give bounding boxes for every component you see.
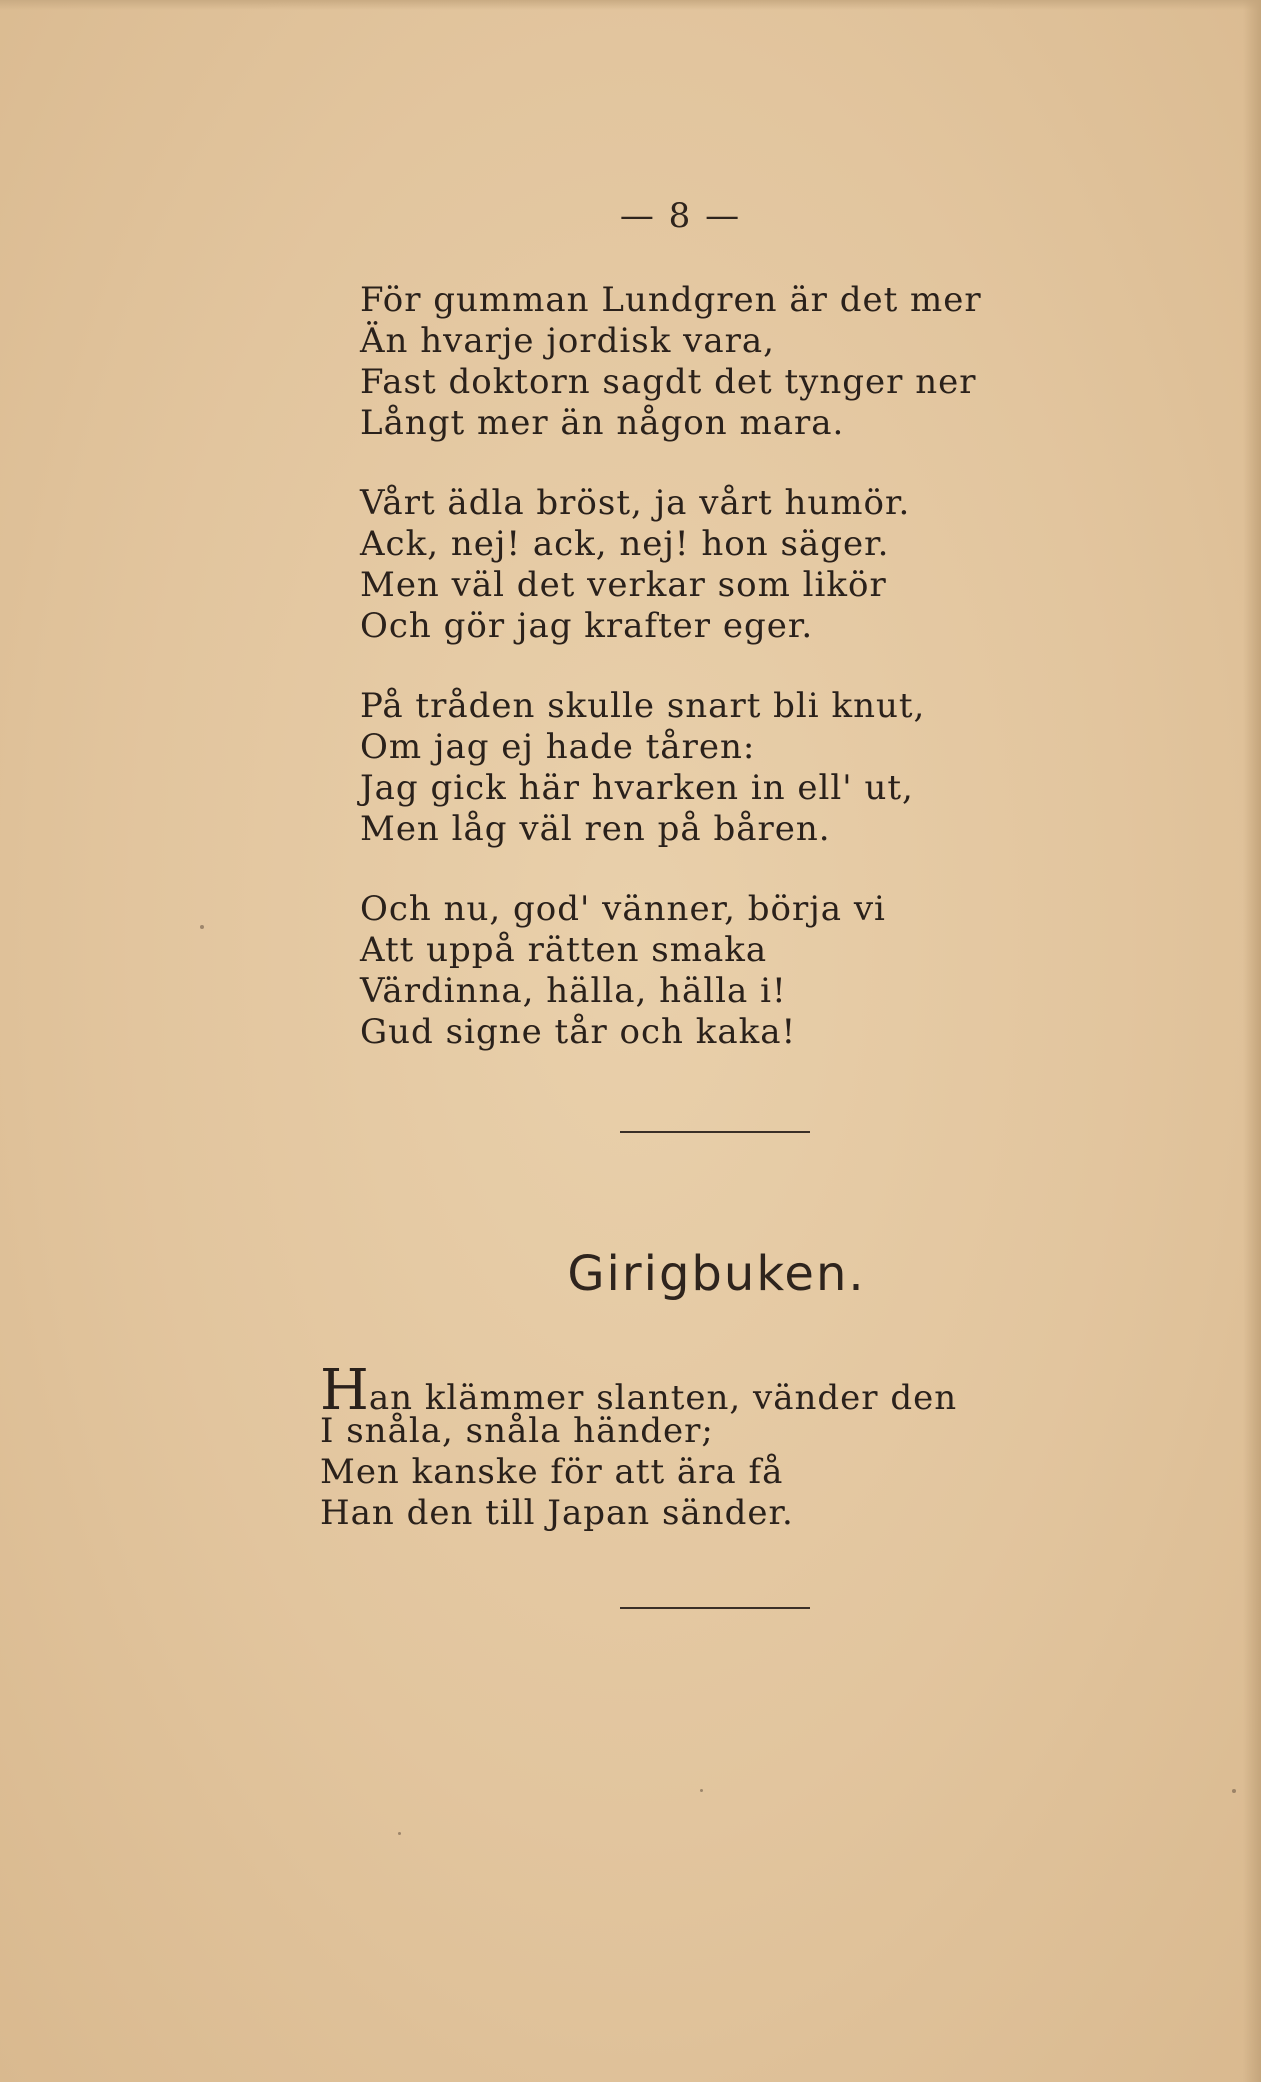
verse-line: Och nu, god' vänner, börja vi [360,889,886,929]
verse-line: Men låg väl ren på båren. [360,809,831,849]
verse-line: Än hvarje jordisk vara, [360,321,775,361]
verse-line: Men väl det verkar som likör [360,565,887,605]
page-number: — 8 — [619,196,742,236]
stanza-2 [360,483,1080,647]
verse-line: Värdinna, hälla, hälla i! [360,971,787,1011]
paper-speck [1232,1789,1236,1793]
verse-line: Vårt ädla bröst, ja vårt humör. [360,483,911,523]
end-divider [620,1607,810,1609]
verse-line: På tråden skulle snart bli knut, [360,686,926,726]
stanza-4 [360,889,1080,1053]
paper-speck [700,1789,703,1792]
page-top-edge [0,0,1261,10]
verse-line: Fast doktorn sagdt det tynger ner [360,362,977,402]
verse-line: Han den till Japan sänder. [320,1493,794,1533]
stanza-3 [360,686,1080,850]
verse-line: Gud signe tår och kaka! [360,1012,797,1052]
poem-girigbuken [320,1358,1080,1534]
verse-line: För gumman Lundgren är det mer [360,280,982,320]
section-divider [620,1131,810,1133]
page-right-edge [1243,0,1261,2082]
verse-line: Ack, nej! ack, nej! hon säger. [360,524,890,564]
verse-line: Långt mer än någon mara. [360,403,845,443]
verse-line: I snåla, snåla händer; [320,1411,714,1451]
paper-speck [398,1832,401,1835]
drop-cap: H [320,1358,369,1423]
paper-speck [200,925,204,929]
verse-line: Jag gick här hvarken in ell' ut, [360,768,914,808]
stanza-1 [360,280,1080,444]
first-line-text: an klämmer slanten, vänder den [368,1378,958,1418]
verse-line: Om jag ej hade tåren: [360,727,756,767]
verse-line: Och gör jag krafter eger. [360,606,814,646]
verse-line: Men kanske för att ära få [320,1452,784,1492]
verse-line: Att uppå rätten smaka [360,930,768,970]
verse-line-first [320,1358,1080,1423]
poem-stanzas [360,280,1080,1092]
poem-title: Girigbuken. [567,1246,866,1302]
